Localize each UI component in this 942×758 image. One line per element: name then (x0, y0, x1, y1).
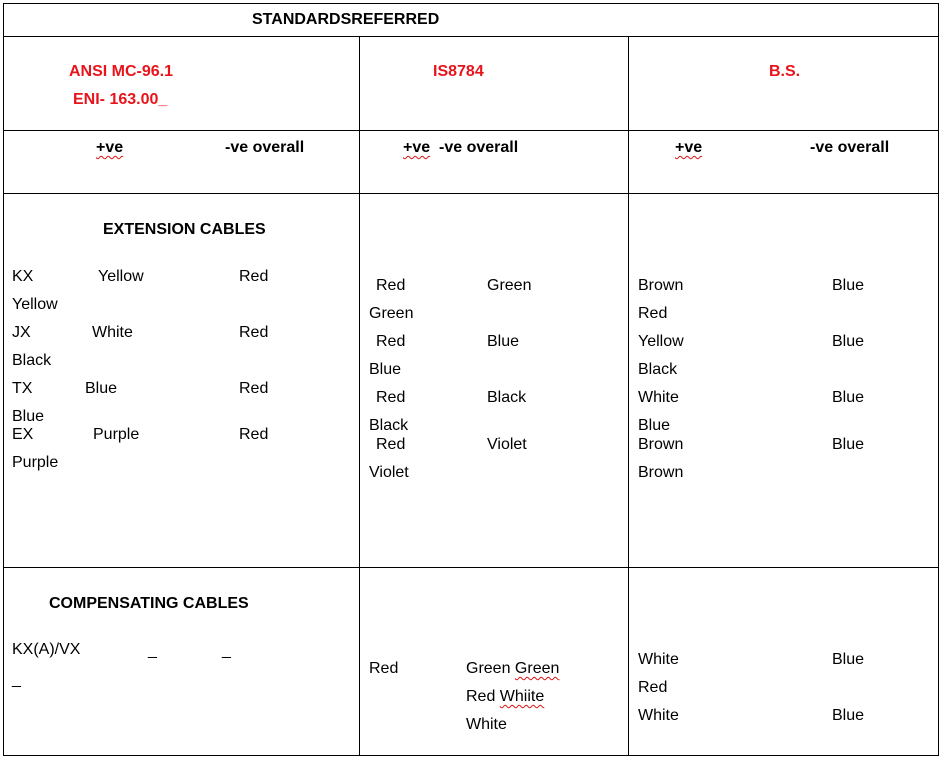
column-divider (628, 36, 629, 756)
cell-text: White (466, 716, 507, 733)
cell-text: Red (376, 436, 406, 453)
cell-text: Yellow (98, 268, 144, 285)
table-border-top (3, 3, 939, 4)
cell-text: Blue (832, 277, 865, 294)
row-divider (3, 567, 939, 568)
cell-text: Yellow (638, 333, 684, 350)
cell-text: Blue (832, 651, 865, 668)
cell-text: Red (239, 324, 269, 341)
cell-text: Purple (12, 454, 59, 471)
cell-text: Violet (487, 436, 527, 453)
ansi-standard: ANSI MC-96.1 (69, 63, 174, 80)
cell-text: Red (376, 389, 406, 406)
cell-text: _ (222, 642, 231, 659)
bs-negative-header: -ve overall (810, 139, 890, 156)
cell-text: White (638, 389, 679, 406)
table-border-bottom (3, 755, 939, 756)
cell-text: Green (466, 660, 515, 677)
cell-text: Red (638, 679, 668, 696)
cell-text: Green (487, 277, 532, 294)
cell-text: Green (369, 305, 414, 322)
table-border-right (938, 3, 939, 756)
cell-text: Black (487, 389, 527, 406)
eni-standard: ENI- 163.00_ (73, 91, 168, 108)
cell-text: KX(A)/VX (12, 641, 81, 658)
cell-text: Blue (832, 436, 865, 453)
cell-text: EX (12, 426, 34, 443)
cell-text: _ (148, 642, 157, 659)
cell-text: Whiite (499, 688, 545, 705)
is-standard: IS8784 (433, 63, 484, 80)
cell-text: Blue (12, 408, 45, 425)
table-border-left (3, 3, 4, 756)
cell-text: Black (12, 352, 52, 369)
cell-text: KX (12, 268, 34, 285)
cell-text: Brown (638, 277, 684, 294)
cell-text: Red (376, 277, 406, 294)
cell-text: Brown (638, 464, 684, 481)
cell-text: Blue (369, 361, 402, 378)
cell-text: Red (369, 660, 399, 677)
is-positive-header: +ve (403, 139, 431, 156)
cell-text: Blue (832, 389, 865, 406)
cell-text: Blue (85, 380, 118, 397)
cell-text: Violet (369, 464, 409, 481)
ansi-positive-header: +ve (96, 139, 124, 156)
cell-text: Red (239, 380, 269, 397)
cell-text: Red (466, 688, 500, 705)
cell-text (466, 688, 544, 706)
cell-text: Red (638, 305, 668, 322)
cell-text: Red (376, 333, 406, 350)
cell-text: Blue (487, 333, 520, 350)
compensating-cables-heading: COMPENSATING CABLES (49, 595, 249, 612)
is-negative-header: -ve overall (439, 139, 519, 156)
row-divider (3, 130, 939, 131)
cell-text: White (92, 324, 133, 341)
cell-text: Green (514, 660, 560, 677)
cell-text: Black (638, 361, 678, 378)
cell-text: Red (239, 426, 269, 443)
cell-text: Black (369, 417, 409, 434)
cell-text: _ (12, 671, 21, 688)
cell-text: Blue (832, 707, 865, 724)
cell-text (466, 660, 559, 678)
cell-text: Yellow (12, 296, 58, 313)
ansi-negative-header: -ve overall (225, 139, 305, 156)
cell-text: TX (12, 380, 33, 397)
cell-text: White (638, 651, 679, 668)
cell-text: White (638, 707, 679, 724)
table-title: STANDARDSREFERRED (252, 11, 440, 28)
row-divider (3, 36, 939, 37)
cell-text: Red (239, 268, 269, 285)
cell-text: Purple (93, 426, 140, 443)
row-divider (3, 193, 939, 194)
bs-standard: B.S. (769, 63, 801, 80)
cell-text: Blue (638, 417, 671, 434)
extension-cables-heading: EXTENSION CABLES (103, 221, 266, 238)
column-divider (359, 36, 360, 756)
cell-text: Brown (638, 436, 684, 453)
bs-positive-header: +ve (675, 139, 703, 156)
cell-text: JX (12, 324, 31, 341)
cell-text: Blue (832, 333, 865, 350)
